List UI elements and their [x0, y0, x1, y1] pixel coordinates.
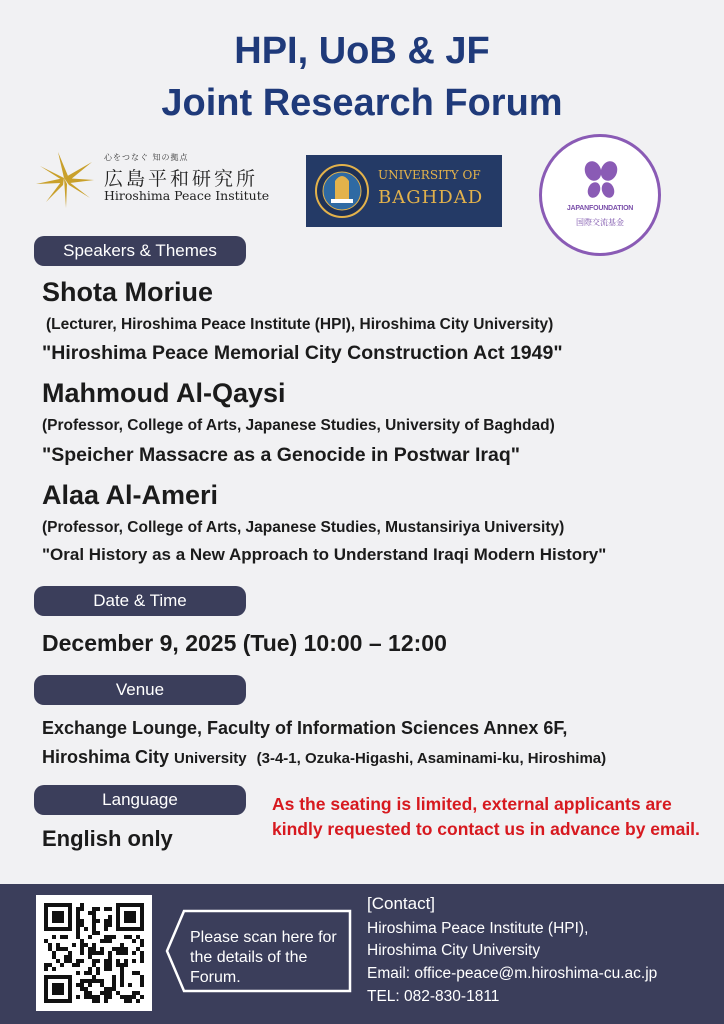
jf-name-jp: 国際交流基金: [576, 218, 624, 227]
contact-organization: Hiroshima Peace Institute (HPI),: [367, 920, 589, 937]
jf-logo: [539, 134, 661, 256]
venue-line-1: Exchange Lounge, Faculty of Information Sciences Annex 6F,: [42, 718, 568, 738]
contact-email[interactable]: Email: office-peace@m.hiroshima-cu.ac.jp: [367, 965, 658, 982]
section-datetime-label: Date & Time: [34, 586, 246, 616]
speaker-2-theme: "Speicher Massacre as a Genocide in Postwar Iraq": [42, 444, 521, 466]
speaker-1-name: Shota Moriue: [42, 277, 214, 307]
title-line-2: Joint Research Forum: [161, 82, 563, 124]
speaker-3-theme: "Oral History as a New Approach to Understand Iraqi Modern History": [42, 545, 607, 564]
uob-logo: [306, 155, 502, 227]
venue-city: Hiroshima City: [42, 747, 170, 767]
qr-code[interactable]: [36, 895, 152, 1011]
section-language-label: Language: [34, 785, 246, 815]
qr-code-icon[interactable]: [36, 895, 152, 1011]
section-venue-label: Venue: [34, 675, 246, 705]
contact-phone: TEL: 082-830-1811: [367, 988, 500, 1005]
speaker-3-affiliation: (Professor, College of Arts, Japanese Studies, Mustansiriya University): [42, 519, 565, 536]
uob-seal-icon: [314, 163, 370, 219]
hpi-name-en: Hiroshima Peace Institute: [104, 188, 270, 203]
venue-university: University: [174, 750, 247, 767]
speaker-2-affiliation: (Professor, College of Arts, Japanese Studies, University of Baghdad): [42, 417, 555, 434]
contact-heading: [Contact]: [367, 894, 436, 913]
speaker-3-name: Alaa Al-Ameri: [42, 480, 219, 510]
venue-address: (3-4-1, Ozuka-Higashi, Asaminami-ku, Hiroshima): [256, 750, 607, 767]
section-speakers-label: Speakers & Themes: [34, 236, 246, 266]
uob-line-1: UNIVERSITY OF: [378, 168, 481, 182]
jf-name: JAPANFOUNDATION: [566, 205, 634, 212]
speaker-1-theme: "Hiroshima Peace Memorial City Construction Act 1949": [42, 342, 563, 364]
venue-line-2: [42, 745, 606, 771]
hpi-logo: [32, 150, 282, 212]
hpi-tagline: 心をつなぐ 知の拠点: [104, 153, 189, 162]
seating-notice: As the seating is limited, external applicants are kindly requested to contact us in advance by email.: [272, 794, 700, 839]
language-value: English only: [42, 826, 173, 851]
speaker-2-name: Mahmoud Al-Qaysi: [42, 378, 286, 408]
jf-butterfly-icon: [578, 159, 624, 203]
speaker-1-affiliation: (Lecturer, Hiroshima Peace Institute (HPI), Hiroshima City University): [46, 316, 554, 333]
event-datetime: December 9, 2025 (Tue) 10:00 – 12:00: [42, 630, 447, 656]
hpi-star-icon: [32, 150, 96, 210]
hpi-name-jp: 広島平和研究所: [104, 168, 259, 190]
footer: [0, 884, 724, 1024]
uob-line-2: BAGHDAD: [378, 187, 484, 208]
contact-university: Hiroshima City University: [367, 942, 541, 959]
scan-instruction: Please scan here for the details of the Forum.: [190, 929, 337, 986]
title-line-1: HPI, UoB & JF: [234, 30, 490, 72]
